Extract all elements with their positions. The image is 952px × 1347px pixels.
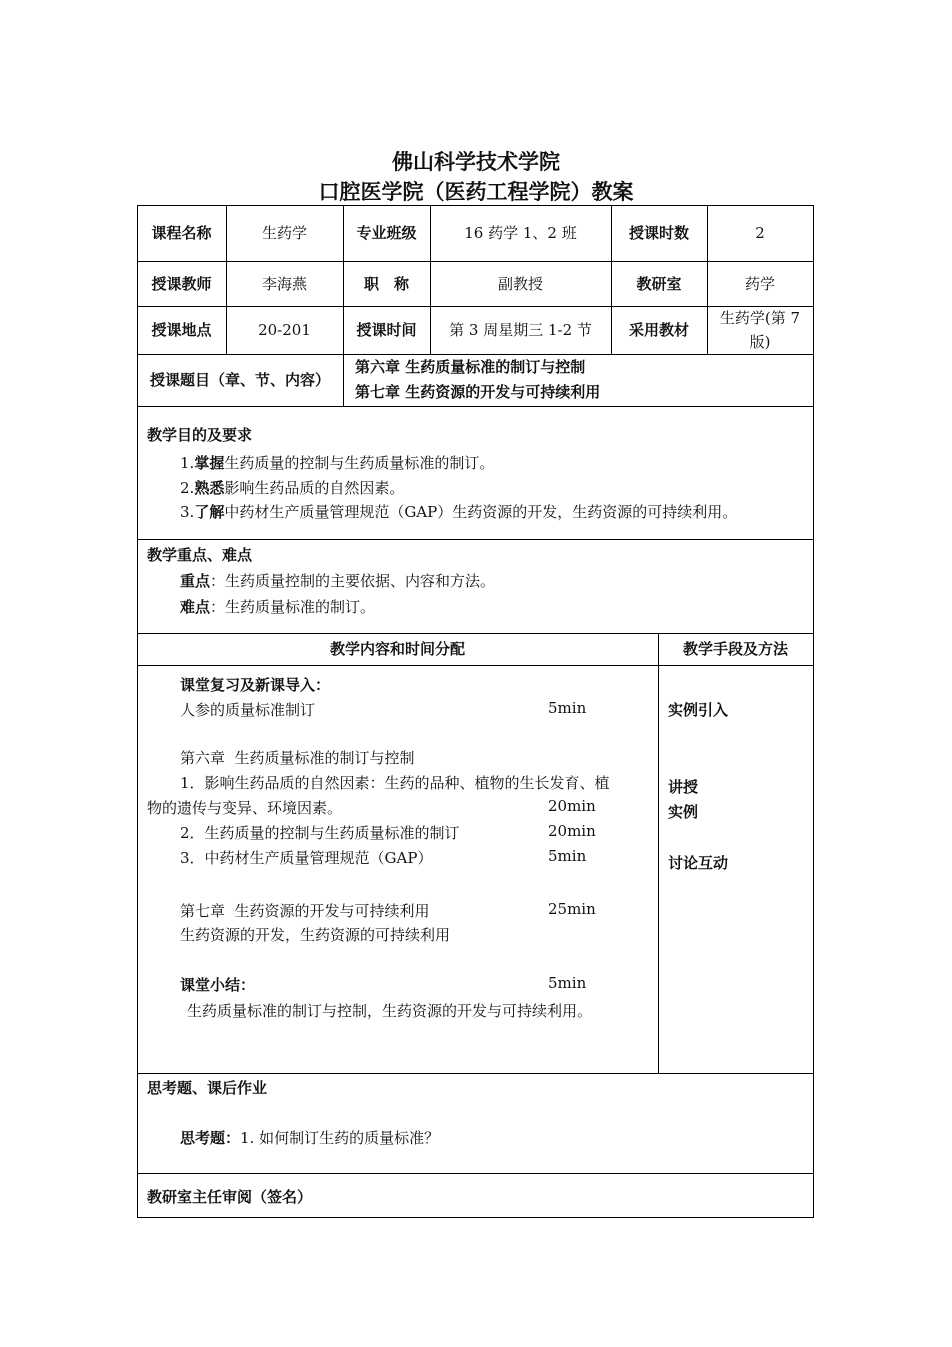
- chapter-7-time: 25min: [548, 900, 596, 918]
- method-lecture: 讲授: [668, 778, 699, 796]
- chapter-6-title: 第六章 生药质量标准的制订与控制: [180, 749, 415, 767]
- summary-text: 生药质量标准的制订与控制，生药资源的开发与可持续利用。: [187, 1002, 593, 1020]
- table-border-bottom: [137, 1217, 814, 1218]
- objective-1: 1.掌握生药质量的控制与生药质量标准的制订。: [180, 454, 495, 472]
- difficulty-line: 难点：生药质量标准的制订。: [180, 598, 376, 616]
- topic-line-1: 第六章 生药质量标准的制订与控制: [355, 358, 586, 376]
- chapter-6-item-1-a: 1．影响生药品质的自然因素：生药的品种、植物的生长发育、植: [180, 774, 610, 792]
- place-value: 20-201: [258, 321, 311, 339]
- hours-value: 2: [755, 224, 765, 242]
- row-divider: [137, 1073, 814, 1074]
- col-divider: [658, 633, 659, 1073]
- summary-heading: 课堂小结：: [180, 976, 256, 994]
- objective-2-key: 熟悉: [194, 479, 225, 497]
- row-divider: [137, 1173, 814, 1174]
- class-value: 16 药学 1、2 班: [464, 224, 577, 242]
- topic-line-2: 第七章 生药资源的开发与可持续利用: [355, 383, 601, 401]
- hours-label: 授课时数: [628, 224, 689, 242]
- row-divider: [137, 665, 814, 666]
- chapter-6-item-3: 3．中药材生产质量管理规范（GAP）: [180, 849, 433, 867]
- summary-time: 5min: [548, 974, 587, 992]
- teacher-value: 李海燕: [261, 274, 307, 293]
- review-signature-label: 教研室主任审阅（签名）: [147, 1188, 313, 1206]
- place-label: 授课地点: [151, 321, 212, 339]
- chapter-6-item-1-time: 20min: [548, 797, 596, 815]
- rank-value: 副教授: [497, 274, 543, 293]
- homework-question-1: 1. 如何制订生药的质量标准？: [240, 1129, 440, 1147]
- dept-label: 教研室: [636, 274, 682, 293]
- topic-label: 授课题目（章、节、内容）: [149, 371, 330, 389]
- time-value: 第 3 周星期三 1-2 节: [449, 321, 592, 339]
- method-example: 实例: [668, 803, 699, 821]
- row-divider: [137, 406, 814, 407]
- textbook-label: 采用教材: [628, 321, 689, 339]
- review-time: 5min: [548, 699, 587, 717]
- rank-label: 职 称: [363, 274, 409, 293]
- chapter-6-item-2-time: 20min: [548, 822, 596, 840]
- homework-question-label: 思考题：: [180, 1129, 241, 1147]
- course-label: 课程名称: [151, 224, 212, 242]
- lesson-plan-table: [137, 205, 814, 1218]
- dept-value: 药学: [744, 274, 775, 293]
- document-title: 口腔医学院（医药工程学院）教案: [318, 180, 634, 204]
- methods-header: 教学手段及方法: [682, 640, 788, 658]
- chapter-7-title: 第七章 生药资源的开发与可持续利用: [180, 902, 430, 920]
- review-heading: 课堂复习及新课导入：: [180, 676, 331, 694]
- method-example-intro: 实例引入: [668, 701, 729, 719]
- focus-line: 重点：生药质量控制的主要依据、内容和方法。: [180, 572, 496, 590]
- objective-2: 2.熟悉影响生药品质的自然因素。: [180, 479, 405, 497]
- chapter-6-item-1-b: 物的遗传与变异、环境因素。: [147, 799, 343, 817]
- textbook-line-2: 版): [749, 333, 771, 351]
- table-border-right: [813, 205, 814, 1218]
- objectives-heading: 教学目的及要求: [147, 426, 253, 444]
- time-label: 授课时间: [356, 321, 417, 339]
- school-name: 佛山科学技术学院: [392, 150, 560, 174]
- homework-question: [180, 1127, 439, 1148]
- textbook-line-1: 生药学(第 7: [719, 309, 801, 327]
- course-value: 生药学: [261, 224, 307, 242]
- class-label: 专业班级: [356, 224, 417, 242]
- method-discussion: 讨论互动: [668, 854, 729, 872]
- homework-heading: 思考题、课后作业: [147, 1079, 268, 1097]
- row-divider: [137, 539, 814, 540]
- chapter-7-sub: 生药资源的开发，生药资源的可持续利用: [180, 926, 451, 944]
- keypoints-heading: 教学重点、难点: [147, 546, 253, 564]
- objective-1-key: 掌握: [194, 454, 225, 472]
- review-item: 人参的质量标准制订: [180, 701, 316, 719]
- chapter-6-item-3-time: 5min: [548, 847, 587, 865]
- textbook-value: [707, 306, 813, 354]
- chapter-6-item-2: 2．生药质量的控制与生药质量标准的制订: [180, 824, 460, 842]
- content-header: 教学内容和时间分配: [329, 640, 465, 658]
- objective-3: 3.了解中药材生产质量管理规范（GAP）生药资源的开发，生药资源的可持续利用。: [180, 503, 738, 521]
- objective-3-key: 了解: [194, 503, 225, 521]
- teacher-label: 授课教师: [151, 274, 212, 293]
